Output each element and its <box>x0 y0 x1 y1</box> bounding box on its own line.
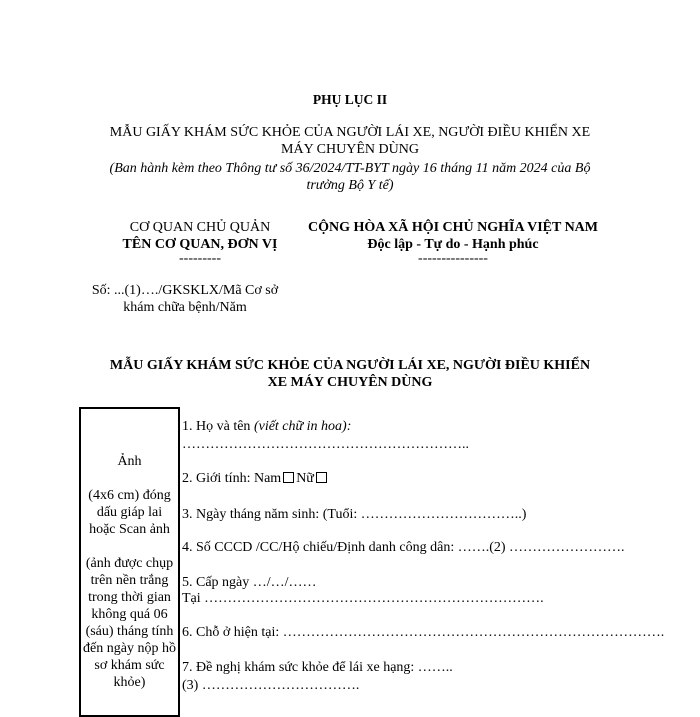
field-gender-label: 2. Giới tính: Nam <box>182 471 282 486</box>
agency-name: TÊN CƠ QUAN, ĐƠN VỊ <box>122 237 278 252</box>
document-number-line2: khám chữa bệnh/Năm <box>123 300 247 315</box>
photo-size-note: (4x6 cm) đóng dấu giáp lai hoặc Scan ảnh <box>88 488 171 537</box>
field-issue-place[interactable]: Tại ………………………………………………………………. <box>182 591 544 606</box>
appendix-title: PHỤ LỤC II <box>312 92 388 107</box>
field-gender <box>182 470 329 487</box>
field-full-name-hint: (viết chữ in hoa): <box>253 419 352 434</box>
field-date-of-birth[interactable]: 3. Ngày tháng năm sinh: (Tuổi: ……………………………..) <box>182 507 527 522</box>
main-form-title-line2: XE MÁY CHUYÊN DÙNG <box>267 375 433 390</box>
female-checkbox[interactable] <box>316 472 327 483</box>
photo-box-content <box>81 453 178 691</box>
form-title-top <box>80 124 620 158</box>
issuance-note-line1: (Ban hành kèm theo Thông tư số 36/2024/TT-BYT ngày 16 tháng 11 năm 2024 của Bộ <box>109 161 591 176</box>
male-checkbox[interactable] <box>283 472 294 483</box>
motto-divider: --------------- <box>418 251 488 266</box>
form-title-top-line1: MẪU GIẤY KHÁM SỨC KHỎE CỦA NGƯỜI LÁI XE, NGƯỜI ĐIỀU KHIỂN XE <box>109 125 591 140</box>
agency-divider: --------- <box>179 251 221 266</box>
field-full-name-label: 1. Họ và tên <box>182 419 254 434</box>
female-label: Nữ <box>296 471 314 486</box>
field-license-class-note[interactable]: (3) ……………………………. <box>182 678 360 693</box>
field-license-class[interactable]: 7. Đề nghị khám sức khỏe để lái xe hạng: …….. <box>182 660 453 675</box>
form-title-top-line2: MÁY CHUYÊN DÙNG <box>281 142 419 157</box>
document-number <box>80 282 290 316</box>
field-full-name[interactable] <box>182 418 351 435</box>
main-form-title-line1: MẪU GIẤY KHÁM SỨC KHỎE CỦA NGƯỜI LÁI XE, NGƯỜI ĐIỀU KHIỂN <box>109 358 591 373</box>
field-issue-date[interactable]: 5. Cấp ngày …/…/…… <box>182 575 317 590</box>
agency-parent: CƠ QUAN CHỦ QUẢN <box>129 220 271 235</box>
field-full-name-line[interactable]: …………………………………………………….. <box>182 437 469 452</box>
issuance-note <box>80 160 620 194</box>
national-header <box>293 219 613 264</box>
photo-title: Ảnh <box>117 454 142 469</box>
document-number-line1: Số: ...(1)…./GKSKLX/Mã Cơ sở <box>91 283 279 298</box>
issuance-note-line2: trưởng Bộ Y tế) <box>306 178 394 193</box>
field-id-number[interactable]: 4. Số CCCD /CC/Hộ chiếu/Định danh công dân: …….(2) ……………………. <box>182 540 625 555</box>
photo-condition-note: (ảnh được chụp trên nền trắng trong thời gian không quá 06 (sáu) tháng tính đến ngày nộp hồ sơ khám sức khỏe) <box>83 556 176 690</box>
agency-header <box>80 219 320 264</box>
main-form-title <box>78 357 622 391</box>
national-motto: Độc lập - Tự do - Hạnh phúc <box>367 237 539 252</box>
field-current-address[interactable]: 6. Chỗ ở hiện tại: ………………………………………………………………………. <box>182 625 665 640</box>
photo-placeholder-box <box>79 407 180 717</box>
country-name: CỘNG HÒA XÃ HỘI CHỦ NGHĨA VIỆT NAM <box>307 220 598 235</box>
